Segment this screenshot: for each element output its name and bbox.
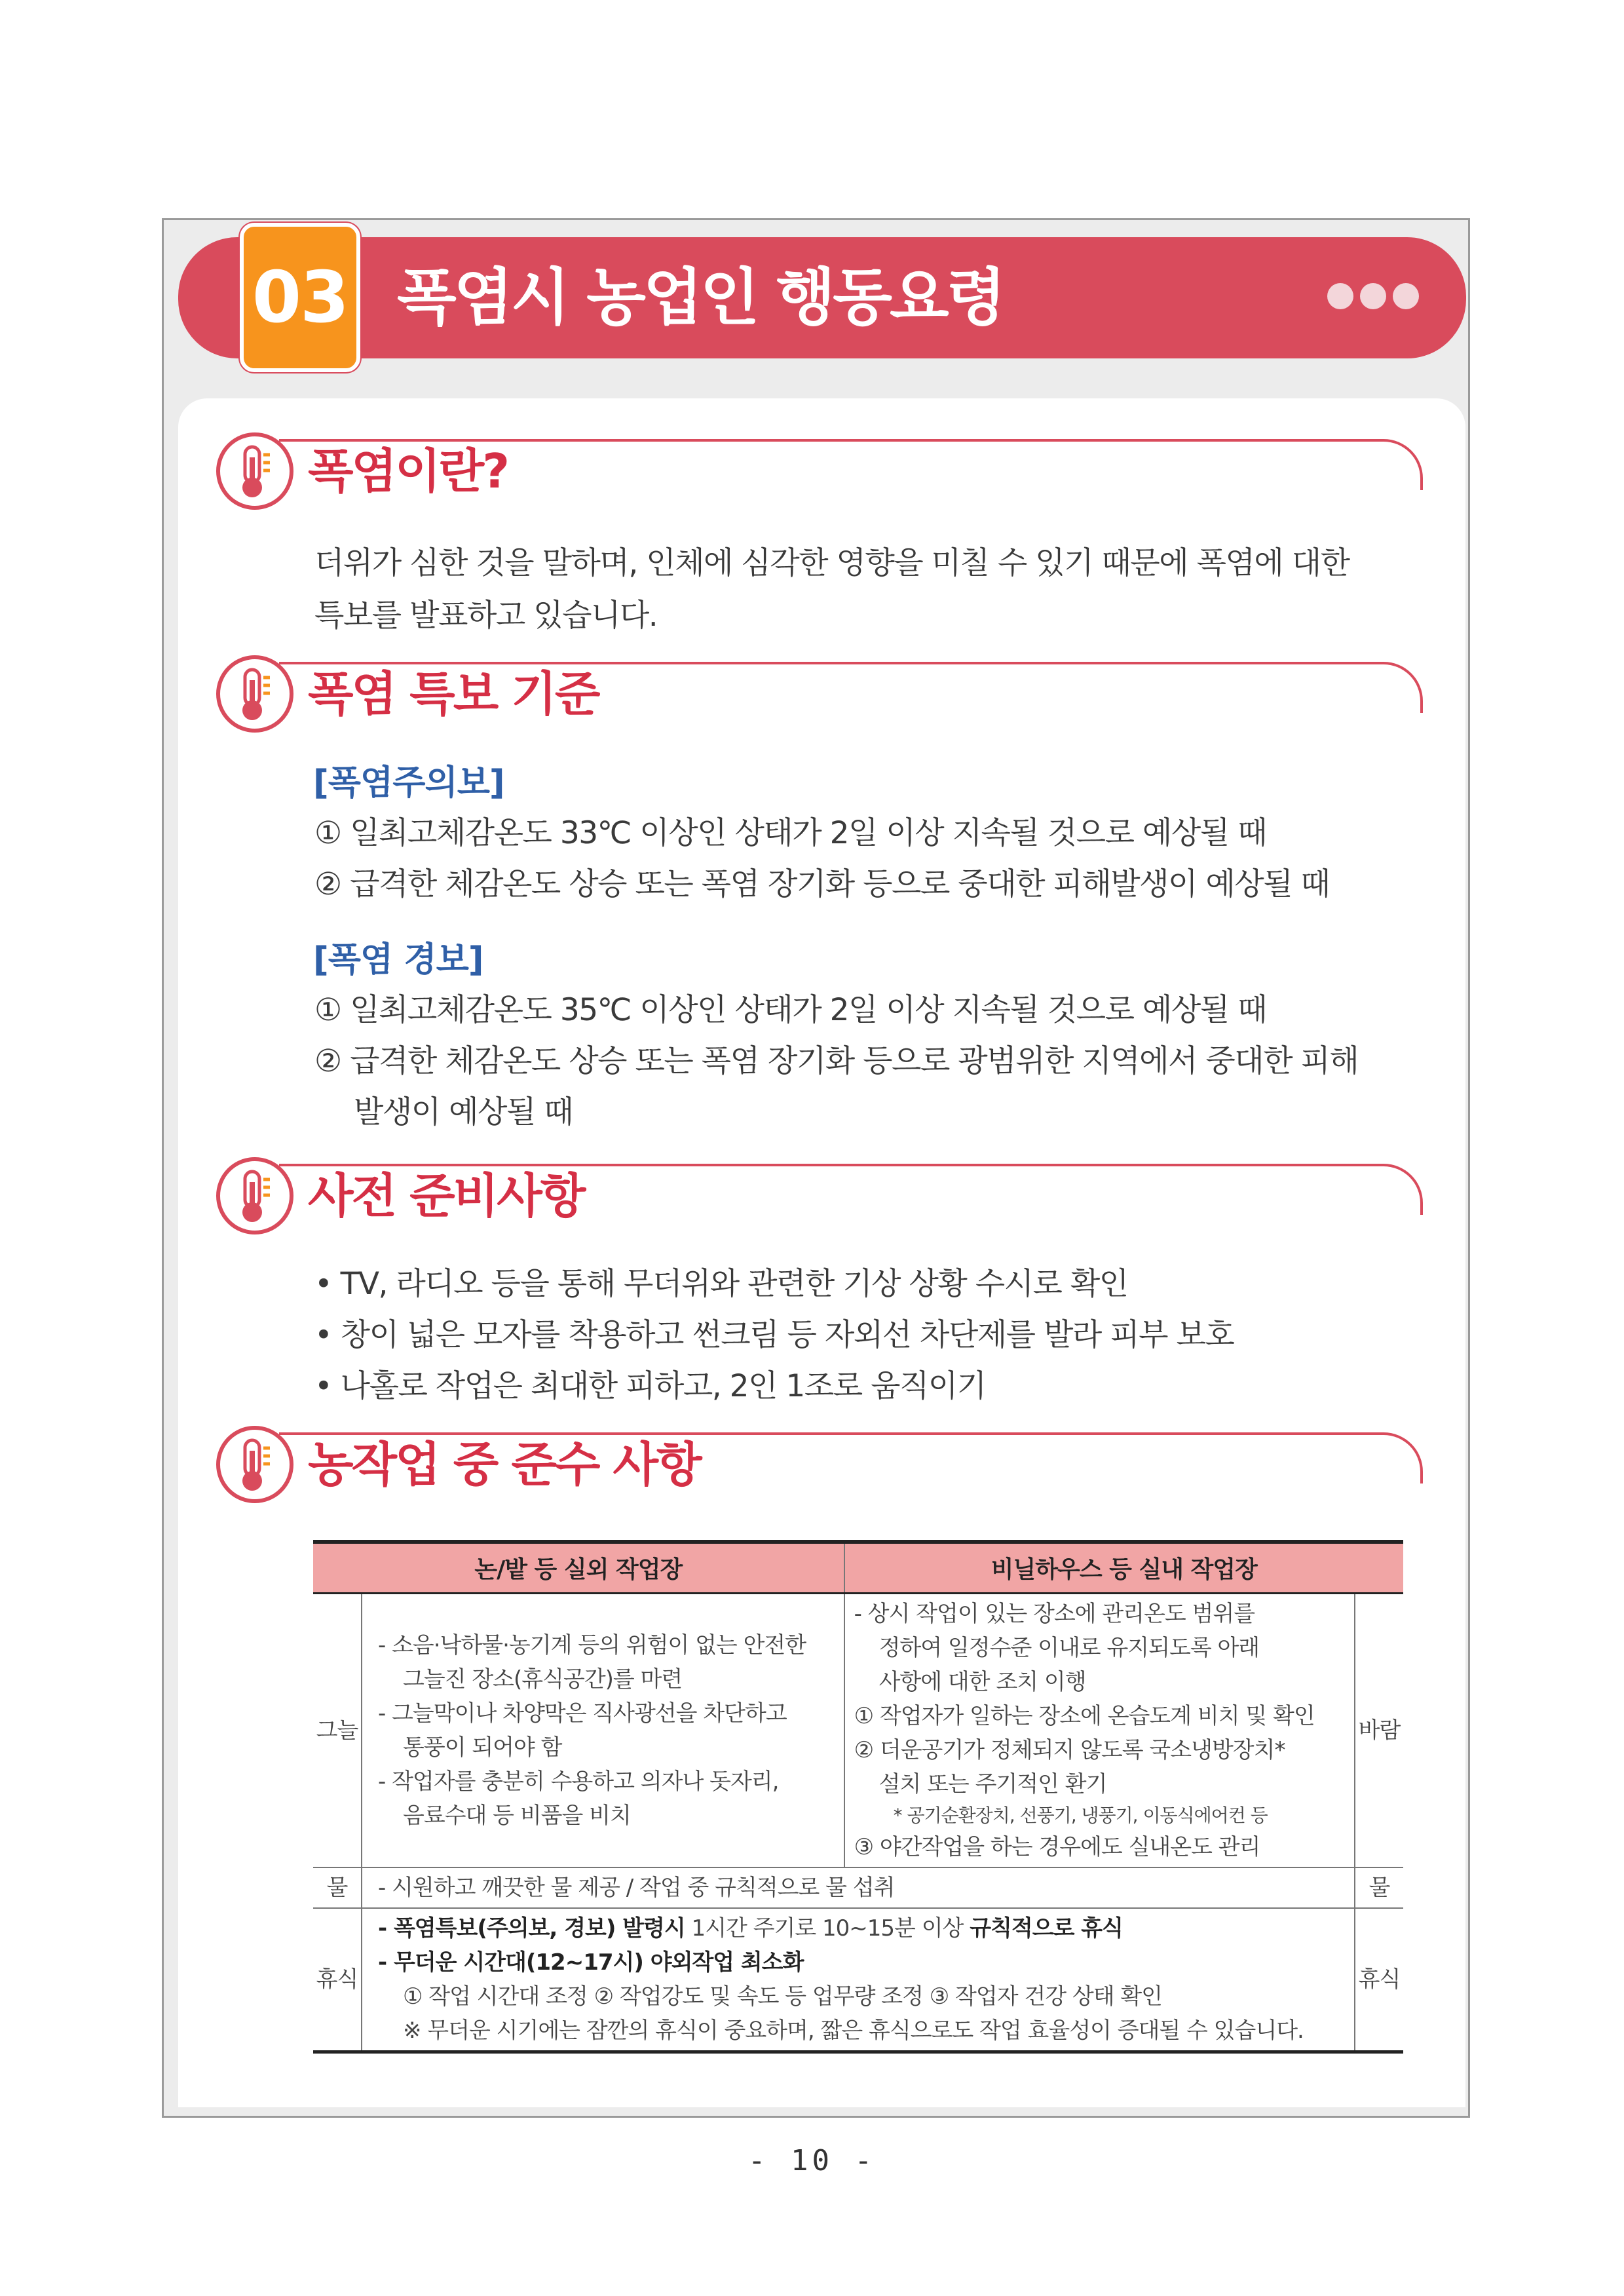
page-number: - 10 - <box>748 2144 876 2177</box>
section-heading-during-work <box>216 1426 1423 1504</box>
water-cell: - 시원하고 깨끗한 물 제공 / 작업 중 규칙적으로 물 섭취 <box>362 1867 1355 1908</box>
section-title: 사전 준비사항 <box>308 1166 597 1225</box>
row-label: 바람 <box>1355 1593 1403 1867</box>
thermometer-icon <box>216 655 293 733</box>
indoor-header: 비닐하우스 등 실내 작업장 <box>844 1542 1403 1593</box>
warning-item-2-cont: 발생이 예상될 때 <box>354 1094 573 1130</box>
row-label: 휴식 <box>1355 1908 1403 2052</box>
table-row <box>313 1593 1403 1867</box>
work-guideline-table <box>313 1540 1403 2054</box>
advisory-label: [폭염주의보] <box>313 763 504 803</box>
thermometer-icon <box>216 432 293 510</box>
thermometer-icon <box>216 1157 293 1234</box>
chapter-number-badge: 03 <box>240 223 360 372</box>
prep-item-1: • TV, 라디오 등을 통해 무더위와 관련한 기상 상황 수시로 확인 <box>314 1266 1128 1302</box>
row-label: 휴식 <box>313 1908 362 2052</box>
rest-cell: - 폭염특보(주의보, 경보) 발령시 1시간 주기로 10~15분 이상 규칙적으로 휴식 - 무더운 시간대(12~17시) 야외작업 최소화 ① 작업 시간대 조정 ② 작업강도 및 속도 등 업무량 조정 ③ 작업자 건강 상태 확인 ※ 무더운 시기에는 잠깐의 휴식이 중요하며, 짧은 휴식으로도 작업 효율성이 증대될 수 있습니다. <box>362 1908 1355 2052</box>
advisory-item-2: ② 급격한 체감온도 상승 또는 폭염 장기화 등으로 중대한 피해발생이 예상될 때 <box>314 866 1330 902</box>
indoor-shade-cell: - 상시 작업이 있는 장소에 관리온도 범위를 정하여 일정수준 이내로 유지되도록 아래 사항에 대한 조치 이행 ① 작업자가 일하는 장소에 온습도계 비치 및 확인 ② 더운공기가 정체되지 않도록 국소냉방장치* 설치 또는 주기적인 환기 * 공기순환장치, 선풍기, 냉풍기, 이동식에어컨 등 ③ 야간작업을 하는 경우에도 실내온도 관리 <box>844 1593 1355 1867</box>
row-label: 물 <box>313 1867 362 1908</box>
section-title: 폭염이란? <box>308 442 521 501</box>
warning-item-1: ① 일최고체감온도 35℃ 이상인 상태가 2일 이상 지속될 것으로 예상될 때 <box>314 992 1266 1028</box>
section-heading-criteria <box>216 655 1423 734</box>
advisory-item-1: ① 일최고체감온도 33℃ 이상인 상태가 2일 이상 지속될 것으로 예상될 때 <box>314 815 1266 851</box>
warning-item-2: ② 급격한 체감온도 상승 또는 폭염 장기화 등으로 광범위한 지역에서 중대한 피해 <box>314 1043 1359 1079</box>
warning-label: [폭염 경보] <box>313 940 483 980</box>
table-header-row <box>313 1542 1403 1593</box>
what-is-text-1: 더위가 심한 것을 말하며, 인체에 심각한 영향을 미칠 수 있기 때문에 폭염에 대한 <box>314 545 1350 581</box>
outdoor-shade-cell: - 소음·낙하물·농기계 등의 위험이 없는 안전한 그늘진 장소(휴식공간)를 마련 - 그늘막이나 차양막은 직사광선을 차단하고 통풍이 되어야 함 - 작업자를 충분히 수용하고 의자나 돗자리, 음료수대 등 비품을 비치 <box>362 1593 844 1867</box>
row-label: 물 <box>1355 1867 1403 1908</box>
table-row <box>313 1867 1403 1908</box>
what-is-text-2: 특보를 발표하고 있습니다. <box>314 598 658 634</box>
thermometer-icon <box>216 1426 293 1503</box>
table-row <box>313 1908 1403 2052</box>
row-label: 그늘 <box>313 1593 362 1867</box>
section-heading-preparation <box>216 1157 1423 1236</box>
more-dots-icon <box>1327 283 1419 309</box>
page-title: 폭염시 농업인 행동요령 <box>397 262 1004 334</box>
prep-item-2: • 창이 넓은 모자를 착용하고 썬크림 등 자외선 차단제를 발라 피부 보호 <box>314 1317 1234 1353</box>
section-heading-what-is <box>216 432 1423 511</box>
prep-item-3: • 나홀로 작업은 최대한 피하고, 2인 1조로 움직이기 <box>314 1368 986 1404</box>
section-title: 폭염 특보 기준 <box>308 664 611 723</box>
outdoor-header: 논/밭 등 실외 작업장 <box>313 1542 844 1593</box>
section-title: 농작업 중 준수 사항 <box>308 1435 713 1494</box>
